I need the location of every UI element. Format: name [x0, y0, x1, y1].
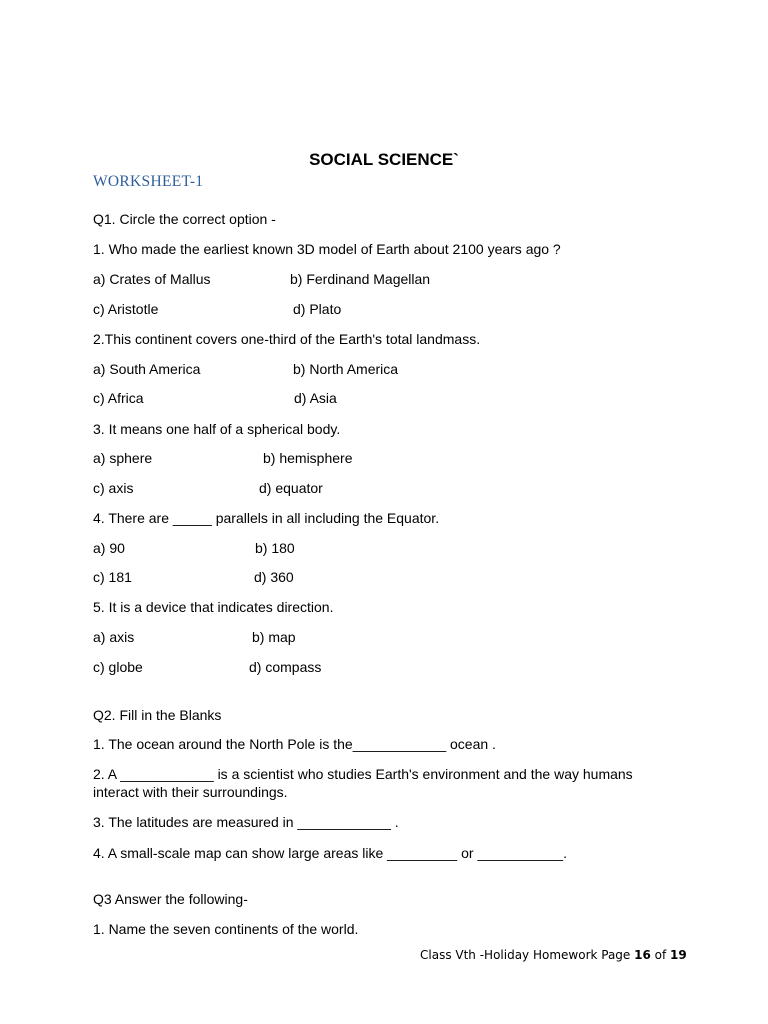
q1-4-option-c: c) 181: [93, 569, 132, 585]
q1-1-option-b: b) Ferdinand Magellan: [290, 271, 431, 287]
footer-prefix: Class Vth -Holiday Homework Page: [420, 948, 635, 962]
q1-1-option-d: d) Plato: [293, 301, 342, 317]
q1-question-2: 2.This continent covers one-third of the Earth's total landmass.: [93, 331, 481, 347]
q1-4-option-a: a) 90: [93, 540, 125, 556]
q1-2-option-d: d) Asia: [294, 390, 337, 406]
q1-3-option-c: c) axis: [93, 480, 134, 496]
q1-heading: Q1. Circle the correct option -: [93, 211, 276, 227]
q1-2-option-c: c) Africa: [93, 390, 144, 406]
q2-item-1: 1. The ocean around the North Pole is the____________ ocean .: [93, 736, 496, 752]
q3-item-1: 1. Name the seven continents of the world.: [93, 921, 359, 937]
page-footer: [420, 947, 687, 963]
footer-of: of: [650, 948, 671, 962]
q1-5-option-a: a) axis: [93, 629, 135, 645]
q1-5-option-b: b) map: [252, 629, 296, 645]
q1-question-4: 4. There are _____ parallels in all including the Equator.: [93, 510, 440, 526]
q2-heading: Q2. Fill in the Blanks: [93, 707, 222, 723]
q1-4-option-d: d) 360: [254, 569, 294, 585]
q1-question-1: 1. Who made the earliest known 3D model of Earth about 2100 years ago ?: [93, 241, 561, 257]
q1-5-option-d: d) compass: [249, 659, 322, 675]
q1-3-option-d: d) equator: [259, 480, 323, 496]
q2-item-4: 4. A small-scale map can show large areas like _________ or ___________.: [93, 845, 567, 861]
q1-4-option-b: b) 180: [255, 540, 295, 556]
q1-2-option-a: a) South America: [93, 361, 201, 377]
worksheet-heading: WORKSHEET-1: [93, 173, 204, 190]
q1-2-option-b: b) North America: [293, 361, 399, 377]
footer-page-total: 19: [670, 948, 687, 962]
q2-item-2: 2. A ____________ is a scientist who studies Earth's environment and the way humans interact with their surroundings.: [93, 766, 633, 800]
page-title: SOCIAL SCIENCE`: [309, 150, 459, 169]
q3-heading: Q3 Answer the following-: [93, 891, 248, 907]
footer-page-number: 16: [634, 948, 651, 962]
q1-1-option-a: a) Crates of Mallus: [93, 271, 211, 287]
q1-question-3: 3. It means one half of a spherical body.: [93, 421, 341, 437]
q1-question-5: 5. It is a device that indicates direction.: [93, 599, 334, 615]
q1-1-option-c: c) Aristotle: [93, 301, 159, 317]
q1-5-option-c: c) globe: [93, 659, 143, 675]
q1-3-option-b: b) hemisphere: [263, 450, 353, 466]
q2-item-3: 3. The latitudes are measured in ____________ .: [93, 814, 399, 830]
q1-3-option-a: a) sphere: [93, 450, 153, 466]
